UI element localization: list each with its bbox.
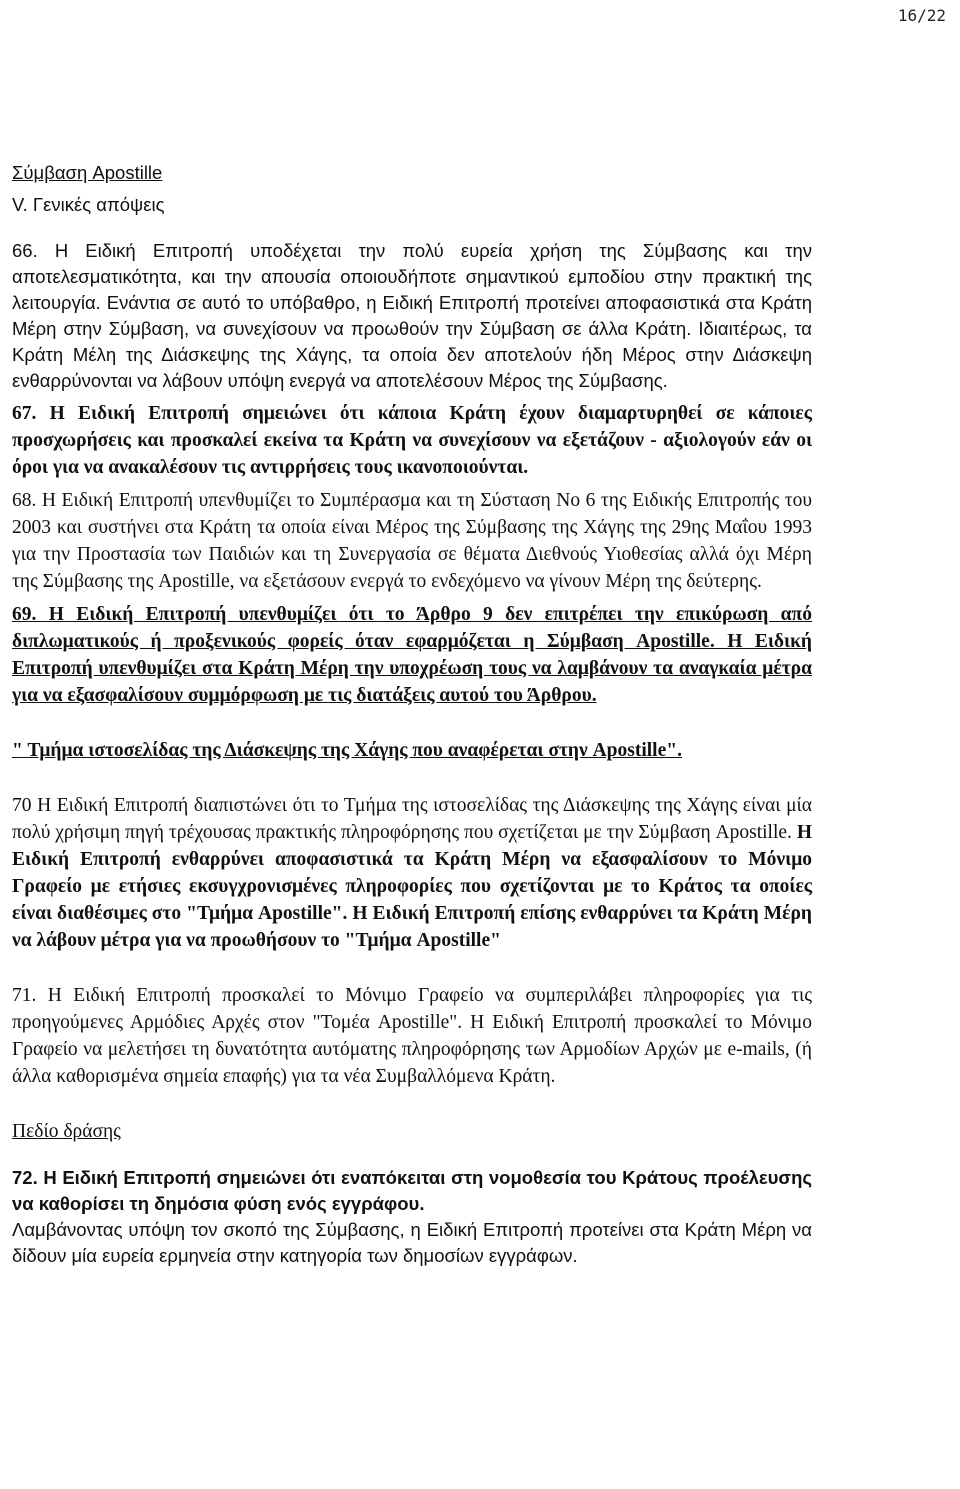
heading-scope: Πεδίο δράσης: [12, 1121, 121, 1142]
paragraph-68: 68. Η Ειδική Επιτροπή υπενθυμίζει το Συμπέρασμα και τη Σύσταση Νο 6 της Ειδικής Επιτροπής του 2003 και συστήνει στα Κράτη τα οποία είναι Μέρος της Σύμβασης της Χάγης της 29ης Μαΐου 1993 για την Προστασία των Παιδιών και τη Συνεργασία σε θέματα Διεθνούς Υιοθεσίας αλλά όχι Μέρη της Σύμβασης της Apostille, να εξετάσουν ενεργά το ενδεχόμενο να γίνουν Μέρη της δεύτερης.: [12, 490, 812, 592]
paragraph-70-encouragement: Η Ειδική Επιτροπή ενθαρρύνει αποφασιστικά τα Κράτη Μέρη να εξασφαλίσουν το Μόνιμο Γραφείο με ετήσιες εκσυγχρονισμένες πληροφορίες που σχετίζονται με το Κράτος τα οποίες είναι διαθέσιμες στο "Τμήμα Apostille". Η Ειδική Επιτροπή επίσης ενθαρρύνει τα Κράτη Μέρη να λάβουν μέτρα για να προωθήσουν το "Τμήμα Apostille": [12, 822, 812, 951]
section-v-title: V. Γενικές απόψεις: [12, 194, 165, 215]
document-body: [12, 160, 812, 1269]
paragraph-69: 69. Η Ειδική Επιτροπή υπενθυμίζει ότι το Άρθρο 9 δεν επιτρέπει την επικύρωση από διπλωματικούς ή προξενικούς φορείς όταν εφαρμόζεται η Σύμβαση Apostille. Η Ειδική Επιτροπή υπενθυμίζει στα Κράτη Μέρη την υποχρέωση τους να λαμβάνουν τα αναγκαία μέτρα για να εξασφαλίσουν συμμόρφωση με τις διατάξεις αυτού του Άρθρου.: [12, 604, 812, 706]
paragraph-71: 71. Η Ειδική Επιτροπή προσκαλεί το Μόνιμο Γραφείο να συμπεριλάβει πληροφορίες για τις προηγούμενες Αρμόδιες Αρχές στον "Τομέα Apostille". Η Ειδική Επιτροπή προσκαλεί το Μόνιμο Γραφείο να μελετήσει τη δυνατότητα αυτόματης πληροφόρησης των Αρμοδίων Αρχών με e-mails, (ή άλλα καθορισμένα σημεία επαφής) για τα νέα Συμβαλλόμενα Κράτη.: [12, 985, 812, 1087]
paragraph-72-proposal: Λαμβάνοντας υπόψη τον σκοπό της Σύμβασης, η Ειδική Επιτροπή προτείνει στα Κράτη Μέρη να δίδουν μία ευρεία ερμηνεία στην κατηγορία των δημοσίων εγγράφων.: [12, 1219, 812, 1266]
heading-website-section: " Τμήμα ιστοσελίδας της Διάσκεψης της Χάγης που αναφέρεται στην Apostille".: [12, 740, 682, 761]
paragraph-66: 66. Η Ειδική Επιτροπή υποδέχεται την πολύ ευρεία χρήση της Σύμβασης και την αποτελεσματικότητα, και την απουσία οποιουδήποτε σημαντικού εμποδίου στην πρακτική της λειτουργία. Ενάντια σε αυτό το υπόβαθρο, η Ειδική Επιτροπή προτείνει αποφασιστικά στα Κράτη Μέρη στην Σύμβαση, να συνεχίσουν να προωθούν την Σύμβαση σε άλλα Κράτη. Ιδιαιτέρως, τα Κράτη Μέλη της Διάσκεψης της Χάγης, τα οποία δεν αποτελούν ήδη Μέρος στην Διάσκεψη ενθαρρύνονται να λάβουν υπόψη ενεργά να αποτελέσουν Μέρος της Σύμβασης.: [12, 240, 812, 391]
paragraph-70: [12, 792, 812, 954]
paragraph-70-intro: 70 Η Ειδική Επιτροπή διαπιστώνει ότι το Τμήμα της ιστοσελίδας της Διάσκεψης της Χάγης είναι μία πολύ χρήσιμη πηγή τρέχουσας πρακτικής πληροφόρησης που σχετίζεται με την Σύμβαση Apostille.: [12, 795, 812, 843]
paragraph-67: 67. Η Ειδική Επιτροπή σημειώνει ότι κάποια Κράτη έχουν διαμαρτυρηθεί σε κάποιες προσχωρήσεις και προσκαλεί εκείνα τα Κράτη να συνεχίσουν να εξετάζουν - αξιολογούν εάν οι όροι για να ανακαλέσουν τις αντιρρήσεις τους ικανοποιούνται.: [12, 403, 812, 478]
page-number: 16/22: [897, 6, 946, 25]
heading-apostille: Σύμβαση Apostille: [12, 162, 163, 183]
paragraph-72-note: 72. Η Ειδική Επιτροπή σημειώνει ότι εναπόκειται στη νομοθεσία του Κράτους προέλευσης να καθορίσει τη δημόσια φύση ενός εγγράφου.: [12, 1167, 812, 1214]
